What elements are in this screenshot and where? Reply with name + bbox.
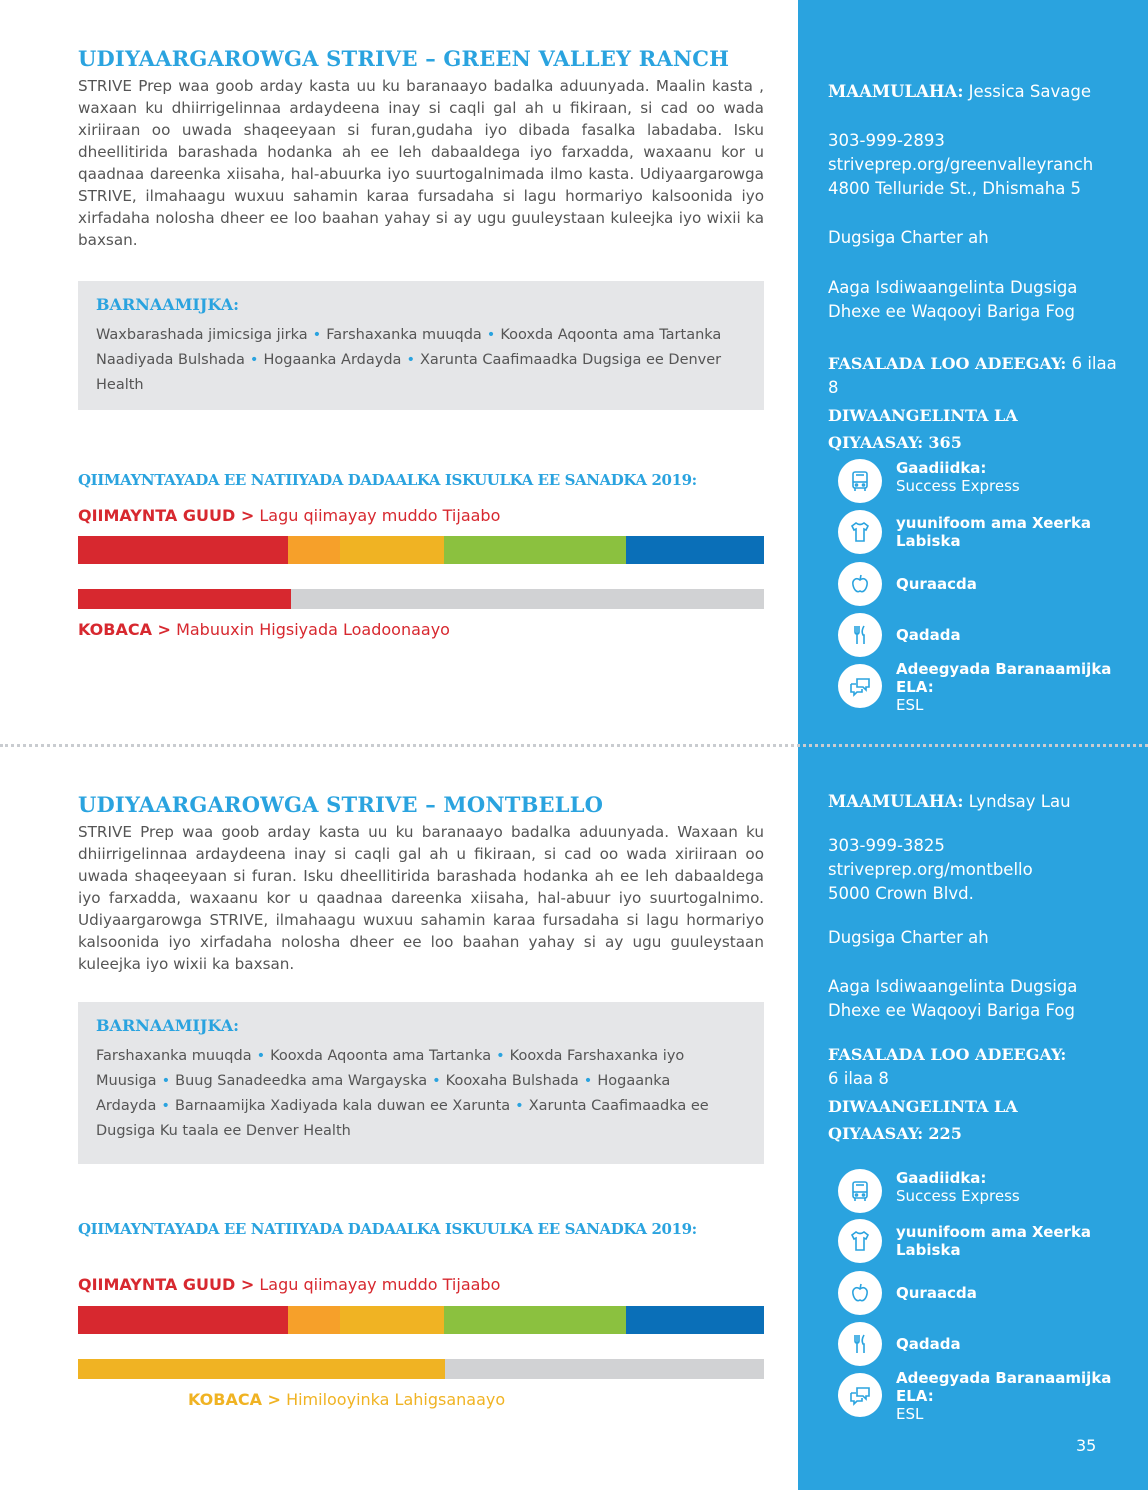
enrollment-value: 365 (928, 433, 962, 452)
school-description: STRIVE Prep waa goob arday kasta uu ku baranaayo badalka aduunyada. Maalin kasta , waxaan ku dhiirrigelinnaa ardaydeena inay si caqli gal ah u fikiraan, si cad oo wada xiriiraan oo uwada shaqeeyaan si furan,gudaha iyo dibada fasalka labadaba. Isku dheellitirida barashada hodanka ah ee leh dabaaldega iyo farxadda, waxaanu kor u qaadnaa dareenka xiisaha, hal-abuurka iyo suurtogalnimada ilmo kasta. Udiyaargarowga STRIVE, ilmahaagu wuxuu sahamin karaa fursadaha si lagu hormariyo kalsoonida iyo xirfadaha nolosha dheer ee loo baahan yahay si ay ugu guuleystaan kuleejka iyo wixii ka baxsan. (78, 77, 764, 249)
fork-knife-icon (838, 1322, 882, 1366)
program-item: Kooxaha Bulshada (445, 1073, 579, 1089)
programs-list: Farshaxanka muuqda • Kooxda Aqoonta ama Tartanka • Kooxda Farshaxanka iyo Muusiga • Buug Sanadeedka ama Wargayska • Kooxaha Bulshada • Hogaanka Ardayda • Barnaamijka Xadiyada kala duwan ee Xarunta • Xarunta Caafimaadka ee Dugsiga Ku taala ee Denver Health (96, 1048, 709, 1139)
overall-rating-label: QIIMAYNTA GUUD > (78, 506, 255, 525)
overall-rating-value: Lagu qiimayay muddo Tijaabo (259, 1275, 501, 1294)
overall-rating-label: QIIMAYNTA GUUD > (78, 1275, 255, 1294)
overall-rating-value: Lagu qiimayay muddo Tijaabo (259, 506, 501, 525)
grades-value: 6 ilaa 8 (828, 354, 1117, 397)
rating-segment-orange (288, 536, 340, 564)
breakfast-label: Quraacda (896, 1284, 977, 1302)
overall-rating (78, 1275, 500, 1294)
growth-meter-fill (78, 589, 291, 609)
school-category: Aaga Isdiwaangelinta Dugsiga Dhexe ee Waqooyi Bariga Fog (828, 278, 1078, 321)
fork-knife-icon (838, 613, 882, 657)
program-item: Hogaanka Ardayda (96, 1073, 671, 1114)
transport-label: Gaadiidka: (896, 1169, 987, 1187)
school-category: Aaga Isdiwaangelinta Dugsiga Dhexe ee Waqooyi Bariga Fog (828, 977, 1078, 1020)
growth-rating (188, 1390, 505, 1409)
chat-bubbles-icon (838, 664, 882, 708)
programs-list: Waxbarashada jimicsiga jirka • Farshaxanka muuqda • Kooxda Aqoonta ama Tartanka Naadiyada Bulshada • Hogaanka Ardayda • Xarunta Caafimaadka Dugsiga ee Denver Health (96, 327, 722, 393)
transport-label: Gaadiidka: (896, 459, 987, 477)
feature-transport (838, 459, 1138, 503)
website-link[interactable]: striveprep.org/montbello (828, 860, 1033, 879)
programs-box (78, 1002, 764, 1164)
program-item: Hogaanka Ardayda (263, 352, 402, 368)
growth-rating-value: Mabuuxin Higsiyada Loadoonaayo (176, 620, 450, 639)
website-link[interactable]: striveprep.org/greenvalleyranch (828, 155, 1094, 174)
chat-bubbles-icon (838, 1373, 882, 1417)
rating-segment-red (78, 536, 288, 564)
principal-label: MAAMULAHA: (828, 82, 964, 101)
ela-label: Adeegyada Baranaamijka ELA: (896, 660, 1112, 696)
overall-rating (78, 506, 500, 525)
transport-value: Success Express (896, 1187, 1020, 1205)
school-type: Dugsiga Charter ah (828, 228, 989, 247)
rating-segment-green (444, 536, 626, 564)
bus-icon (838, 459, 882, 503)
principal-label: MAAMULAHA: (828, 792, 964, 811)
programs-title: BARNAAMIJKA: (96, 1016, 240, 1035)
feature-uniform (838, 510, 1138, 554)
ratings-title: QIIMAYNTAYADA EE NATIIYADA DADAALKA ISKUULKA EE SANADKA 2019: (78, 471, 697, 489)
program-item: Xarunta Caafimaadka Dugsiga ee Denver Health (96, 352, 722, 393)
school-info-green-valley-ranch (828, 80, 1128, 456)
principal-name: Lyndsay Lau (968, 792, 1071, 811)
phone[interactable]: 303-999-2893 (828, 131, 945, 150)
growth-meter (78, 589, 764, 609)
rating-segment-blue (626, 1306, 764, 1334)
feature-ela (838, 1369, 1138, 1423)
address: 4800 Telluride St., Dhismaha 5 (828, 179, 1082, 198)
feature-breakfast (838, 1271, 1138, 1315)
grades-label: FASALADA LOO ADEEGAY: (828, 1045, 1067, 1064)
transport-value: Success Express (896, 477, 1020, 495)
principal-name: Jessica Savage (968, 82, 1091, 101)
rating-segment-yellow (340, 1306, 444, 1334)
rating-segment-blue (626, 536, 764, 564)
program-item: Naadiyada Bulshada (96, 352, 245, 368)
address: 5000 Crown Blvd. (828, 884, 974, 903)
ela-label: Adeegyada Baranaamijka ELA: (896, 1369, 1112, 1405)
feature-breakfast (838, 562, 1138, 606)
rating-segment-yellow (340, 536, 444, 564)
section-divider (0, 744, 1148, 747)
rating-segment-green (444, 1306, 626, 1334)
feature-transport (838, 1169, 1138, 1213)
grades-value: 6 ilaa 8 (828, 1069, 889, 1088)
program-item: Farshaxanka muuqda (326, 327, 482, 343)
grades-label: FASALADA LOO ADEEGAY: (828, 354, 1067, 373)
lunch-label: Qadada (896, 626, 961, 644)
programs-title: BARNAAMIJKA: (96, 295, 240, 314)
school-section-green-valley-ranch (78, 46, 764, 639)
ela-value: ESL (896, 1405, 924, 1423)
school-section-montbello (78, 792, 764, 1409)
program-item: Xarunta Caafimaadka ee Dugsiga Ku taala ee Denver Health (96, 1098, 709, 1139)
uniform-label: yuunifoom ama Xeerka Labiska (896, 1223, 1092, 1259)
program-item: Buug Sanadeedka ama Wargayska (175, 1073, 428, 1089)
shirt-icon (838, 1219, 882, 1263)
growth-rating (78, 620, 450, 639)
growth-rating-value: Himilooyinka Lahigsanaayo (286, 1390, 506, 1409)
program-item: Waxbarashada jimicsiga jirka (96, 327, 308, 343)
feature-uniform (838, 1219, 1138, 1263)
ratings-title: QIIMAYNTAYADA EE NATIIYADA DADAALKA ISKUULKA EE SANADKA 2019: (78, 1220, 697, 1238)
programs-box (78, 281, 764, 410)
apple-icon (838, 1271, 882, 1315)
school-title: UDIYAARGAROWGA STRIVE – MONTBELLO (78, 792, 604, 817)
program-item: Farshaxanka muuqda (96, 1048, 252, 1064)
growth-rating-label: KOBACA > (78, 620, 171, 639)
lunch-label: Qadada (896, 1335, 961, 1353)
growth-rating-label: KOBACA > (188, 1390, 281, 1409)
school-description: STRIVE Prep waa goob arday kasta uu ku baranaayo badalka aduunyada. Waxaan ku dhiirrigelinnaa ardaydeena inay si caqli gal ah u fikiraan, si cad oo wada xiriiraan oo uwada shaqeeyaan si furan. Isku dheellitirida barashada hodanka ah ee leh dabaaldega iyo farxadda, waxaanu kor u qaadnaa dareenka xiisaha, hal-abuur iyo suurtogalnimo. Udiyaargarowga STRIVE, ilmahaagu wuxuu sahamin karaa fursadaha si lagu hormariyo kalsoonida iyo xirfadaha nolosha dheer ee loo baahan yahay si ay ugu guuleystaan kuleejka iyo wixii ka baxsan. (78, 823, 764, 973)
growth-meter (78, 1359, 764, 1379)
apple-icon (838, 562, 882, 606)
ela-value: ESL (896, 696, 924, 714)
school-info-montbello (828, 790, 1128, 1147)
feature-ela (838, 660, 1138, 714)
shirt-icon (838, 510, 882, 554)
program-item: Barnaamijka Xadiyada kala duwan ee Xarunta (174, 1098, 511, 1114)
overall-rating-bar (78, 536, 764, 564)
overall-rating-bar (78, 1306, 764, 1334)
feature-lunch (838, 1322, 1138, 1366)
enrollment-label: DIWAANGELINTA LA QIYAASAY: (828, 1097, 1018, 1143)
bus-icon (838, 1169, 882, 1213)
feature-lunch (838, 613, 1138, 657)
enrollment-label: DIWAANGELINTA LA QIYAASAY: (828, 406, 1018, 452)
uniform-label: yuunifoom ama Xeerka Labiska (896, 514, 1092, 550)
program-item: Kooxda Aqoonta ama Tartanka (500, 327, 722, 343)
school-title: UDIYAARGAROWGA STRIVE – GREEN VALLEY RANCH (78, 46, 730, 71)
breakfast-label: Quraacda (896, 575, 977, 593)
school-type: Dugsiga Charter ah (828, 928, 989, 947)
program-item: Kooxda Farshaxanka iyo Muusiga (96, 1048, 685, 1089)
rating-segment-red (78, 1306, 288, 1334)
page-number: 35 (1076, 1436, 1097, 1455)
growth-meter-fill (78, 1359, 445, 1379)
enrollment-value: 225 (928, 1124, 962, 1143)
program-item: Kooxda Aqoonta ama Tartanka (270, 1048, 492, 1064)
phone[interactable]: 303-999-3825 (828, 836, 945, 855)
rating-segment-orange (288, 1306, 340, 1334)
